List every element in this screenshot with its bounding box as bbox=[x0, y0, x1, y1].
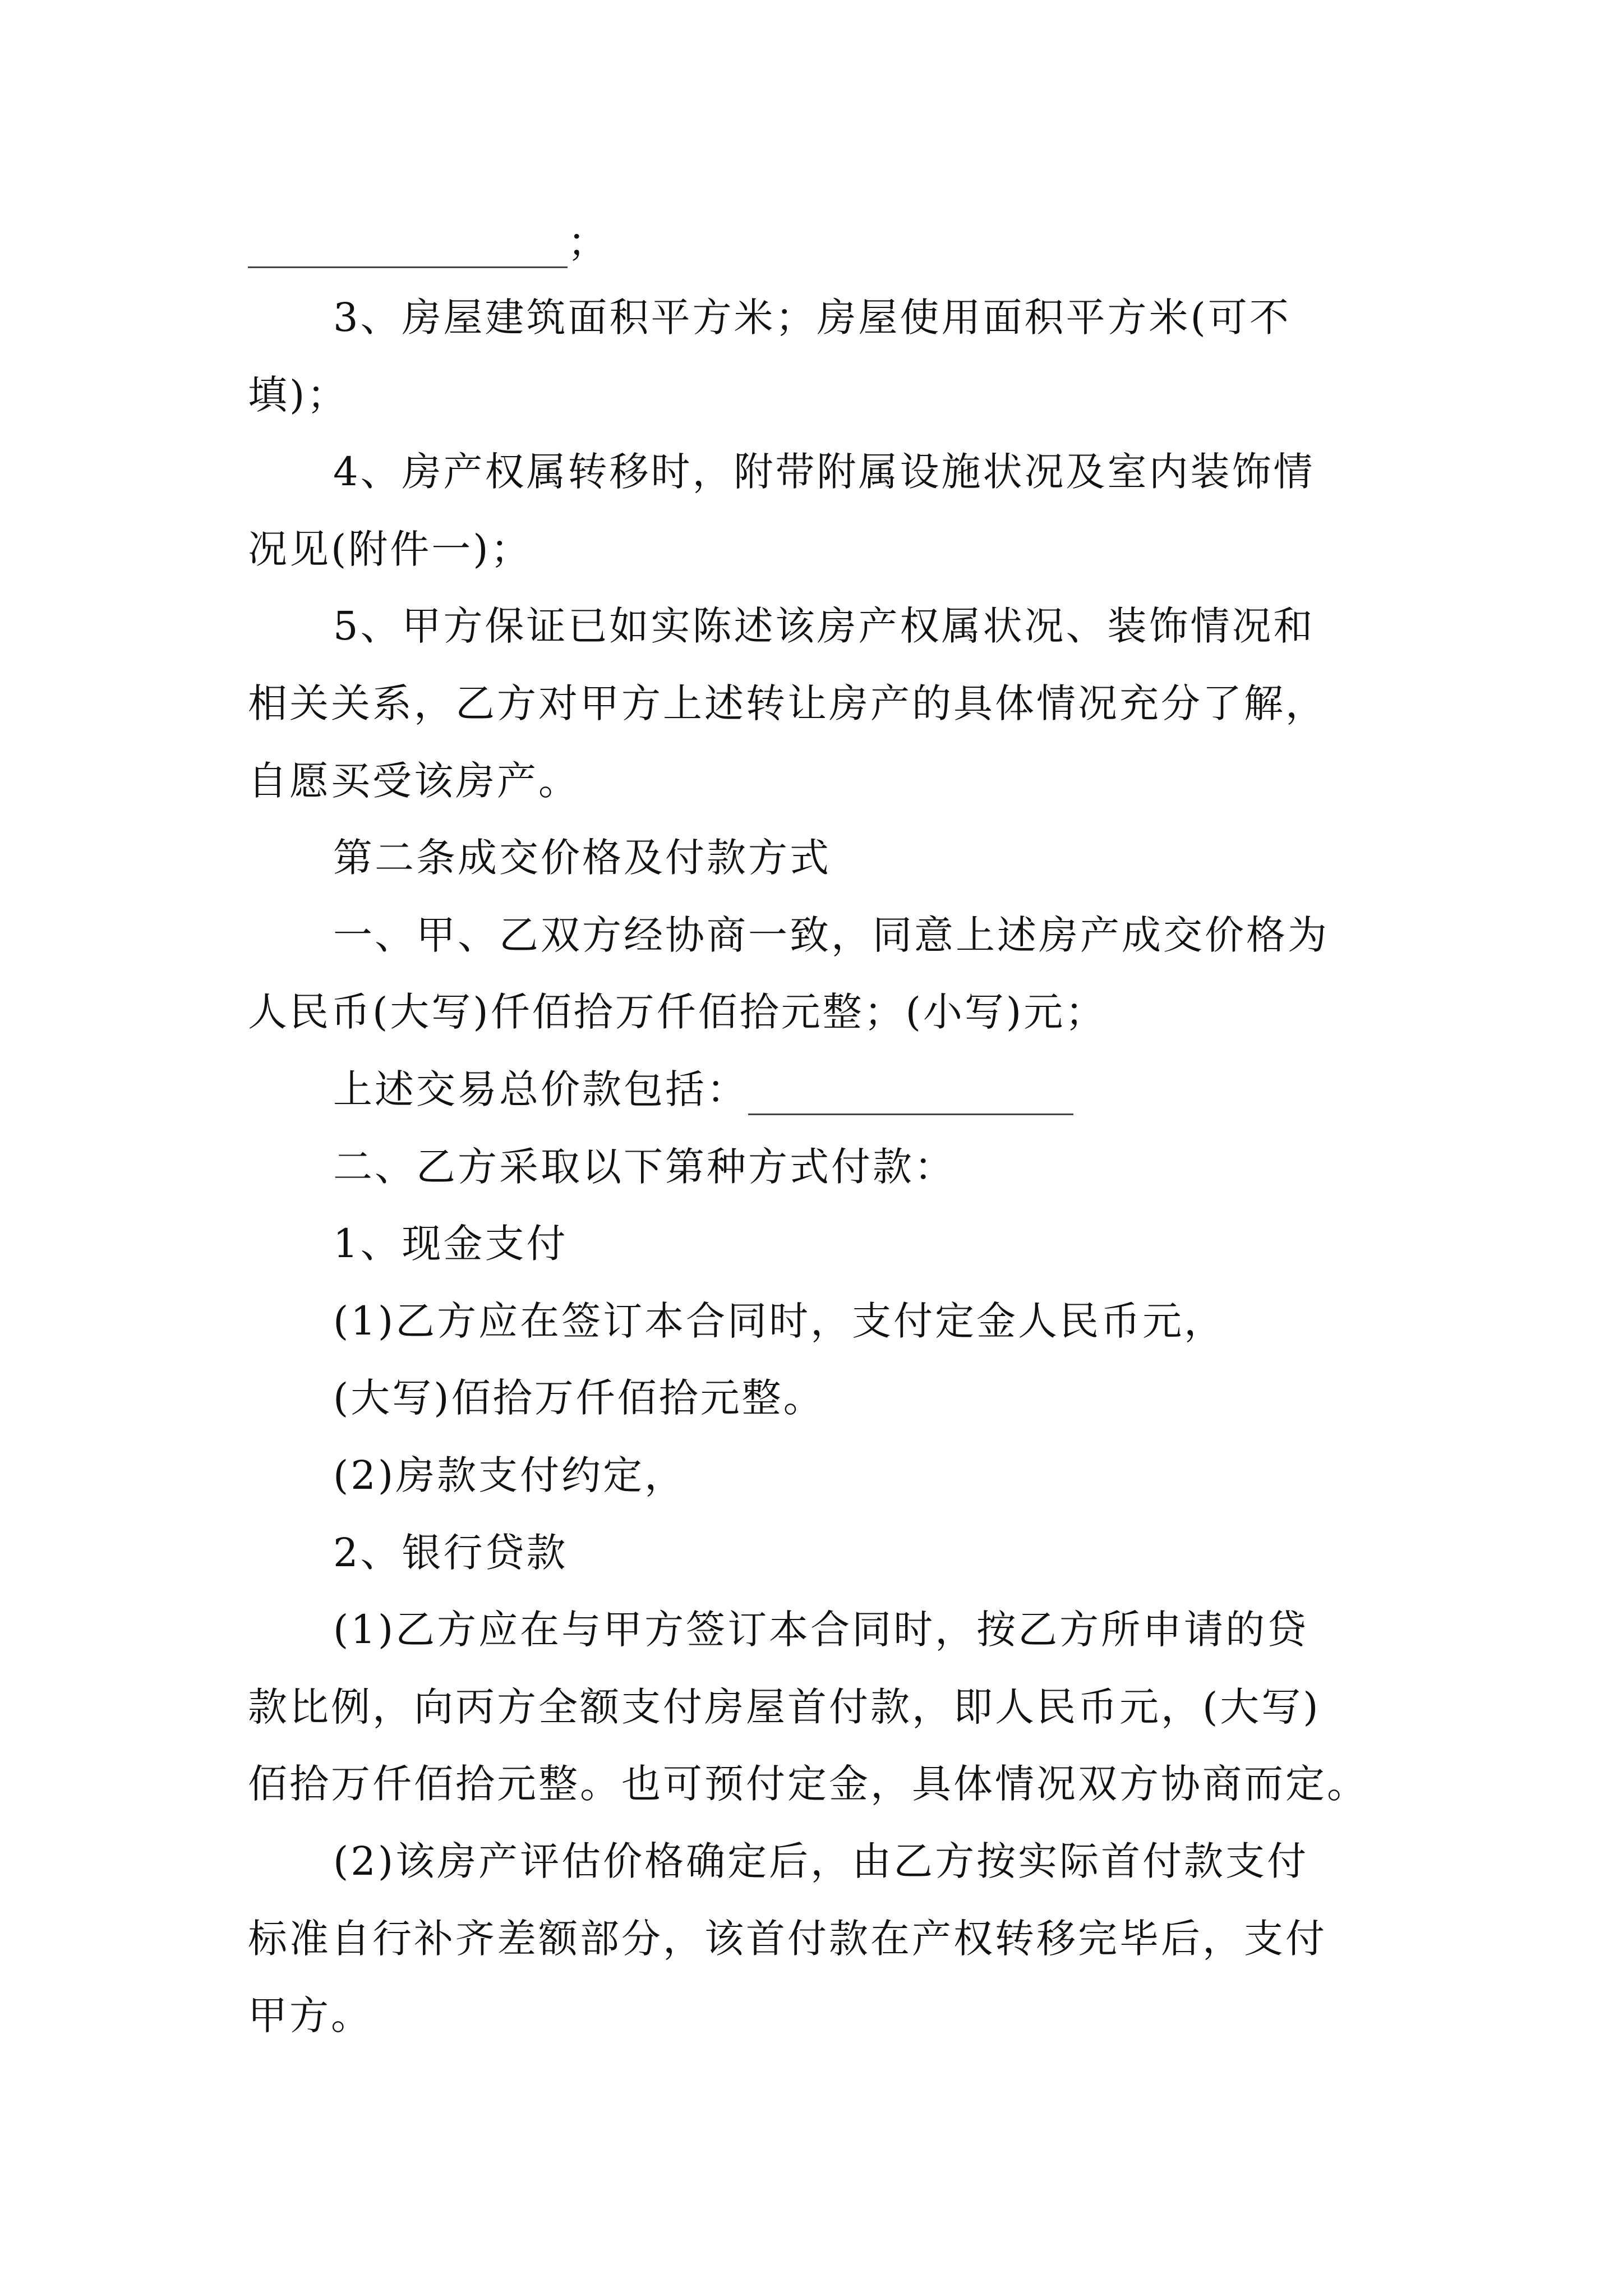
clause-5-line-2: 相关关系，乙方对甲方上述转让房产的具体情况充分了解， bbox=[248, 680, 1327, 726]
fill-in-line bbox=[248, 217, 609, 268]
fill-in-punct: ； bbox=[568, 219, 609, 265]
loan-item-2-line-2: 标准自行补齐差额部分，该首付款在产权转移完毕后，支付 bbox=[248, 1916, 1327, 1962]
payment-method-line: 二、乙方采取以下第种方式付款： bbox=[333, 1144, 956, 1190]
clause-5-line-3: 自愿买受该房产。 bbox=[248, 758, 580, 804]
bank-loan-heading: 2、银行贷款 bbox=[333, 1530, 568, 1576]
clause-4-line-2: 况见(附件一)； bbox=[248, 526, 532, 572]
cash-item-1-line-1: (1)乙方应在签订本合同时，支付定金人民币元， bbox=[333, 1298, 1226, 1344]
price-line-1: 一、甲、乙双方经协商一致，同意上述房产成交价格为 bbox=[333, 912, 1329, 958]
price-includes-label: 上述交易总价款包括： bbox=[333, 1066, 748, 1112]
loan-item-2-line-1: (2)该房产评估价格确定后，由乙方按实际首付款支付 bbox=[333, 1838, 1309, 1884]
price-line-2: 人民币(大写)仟佰拾万仟佰拾元整；(小写)元； bbox=[248, 989, 1107, 1035]
blank-underline bbox=[748, 1075, 1073, 1115]
cash-payment-heading: 1、现金支付 bbox=[333, 1221, 568, 1267]
cash-item-1-line-2: (大写)佰拾万仟佰拾元整。 bbox=[333, 1375, 825, 1421]
loan-item-2-line-3: 甲方。 bbox=[248, 1993, 372, 2039]
loan-item-1-line-3: 佰拾万仟佰拾元整。也可预付定金，具体情况双方协商而定。 bbox=[248, 1761, 1368, 1807]
article-2-heading: 第二条成交价格及付款方式 bbox=[333, 835, 831, 881]
clause-3-line-2: 填)； bbox=[248, 372, 349, 418]
clause-3-line-1: 3、房屋建筑面积平方米；房屋使用面积平方米(可不 bbox=[333, 295, 1291, 341]
clause-4-line-1: 4、房产权属转移时，附带附属设施状况及室内装饰情 bbox=[333, 449, 1315, 495]
clause-5-line-1: 5、甲方保证已如实陈述该房产权属状况、装饰情况和 bbox=[333, 603, 1315, 649]
cash-item-2: (2)房款支付约定， bbox=[333, 1452, 686, 1498]
blank-underline bbox=[248, 228, 568, 268]
loan-item-1-line-2: 款比例，向丙方全额支付房屋首付款，即人民币元，(大写) bbox=[248, 1684, 1321, 1730]
loan-item-1-line-1: (1)乙方应在与甲方签订本合同时，按乙方所申请的贷 bbox=[333, 1607, 1309, 1653]
price-includes-line bbox=[333, 1064, 1073, 1115]
